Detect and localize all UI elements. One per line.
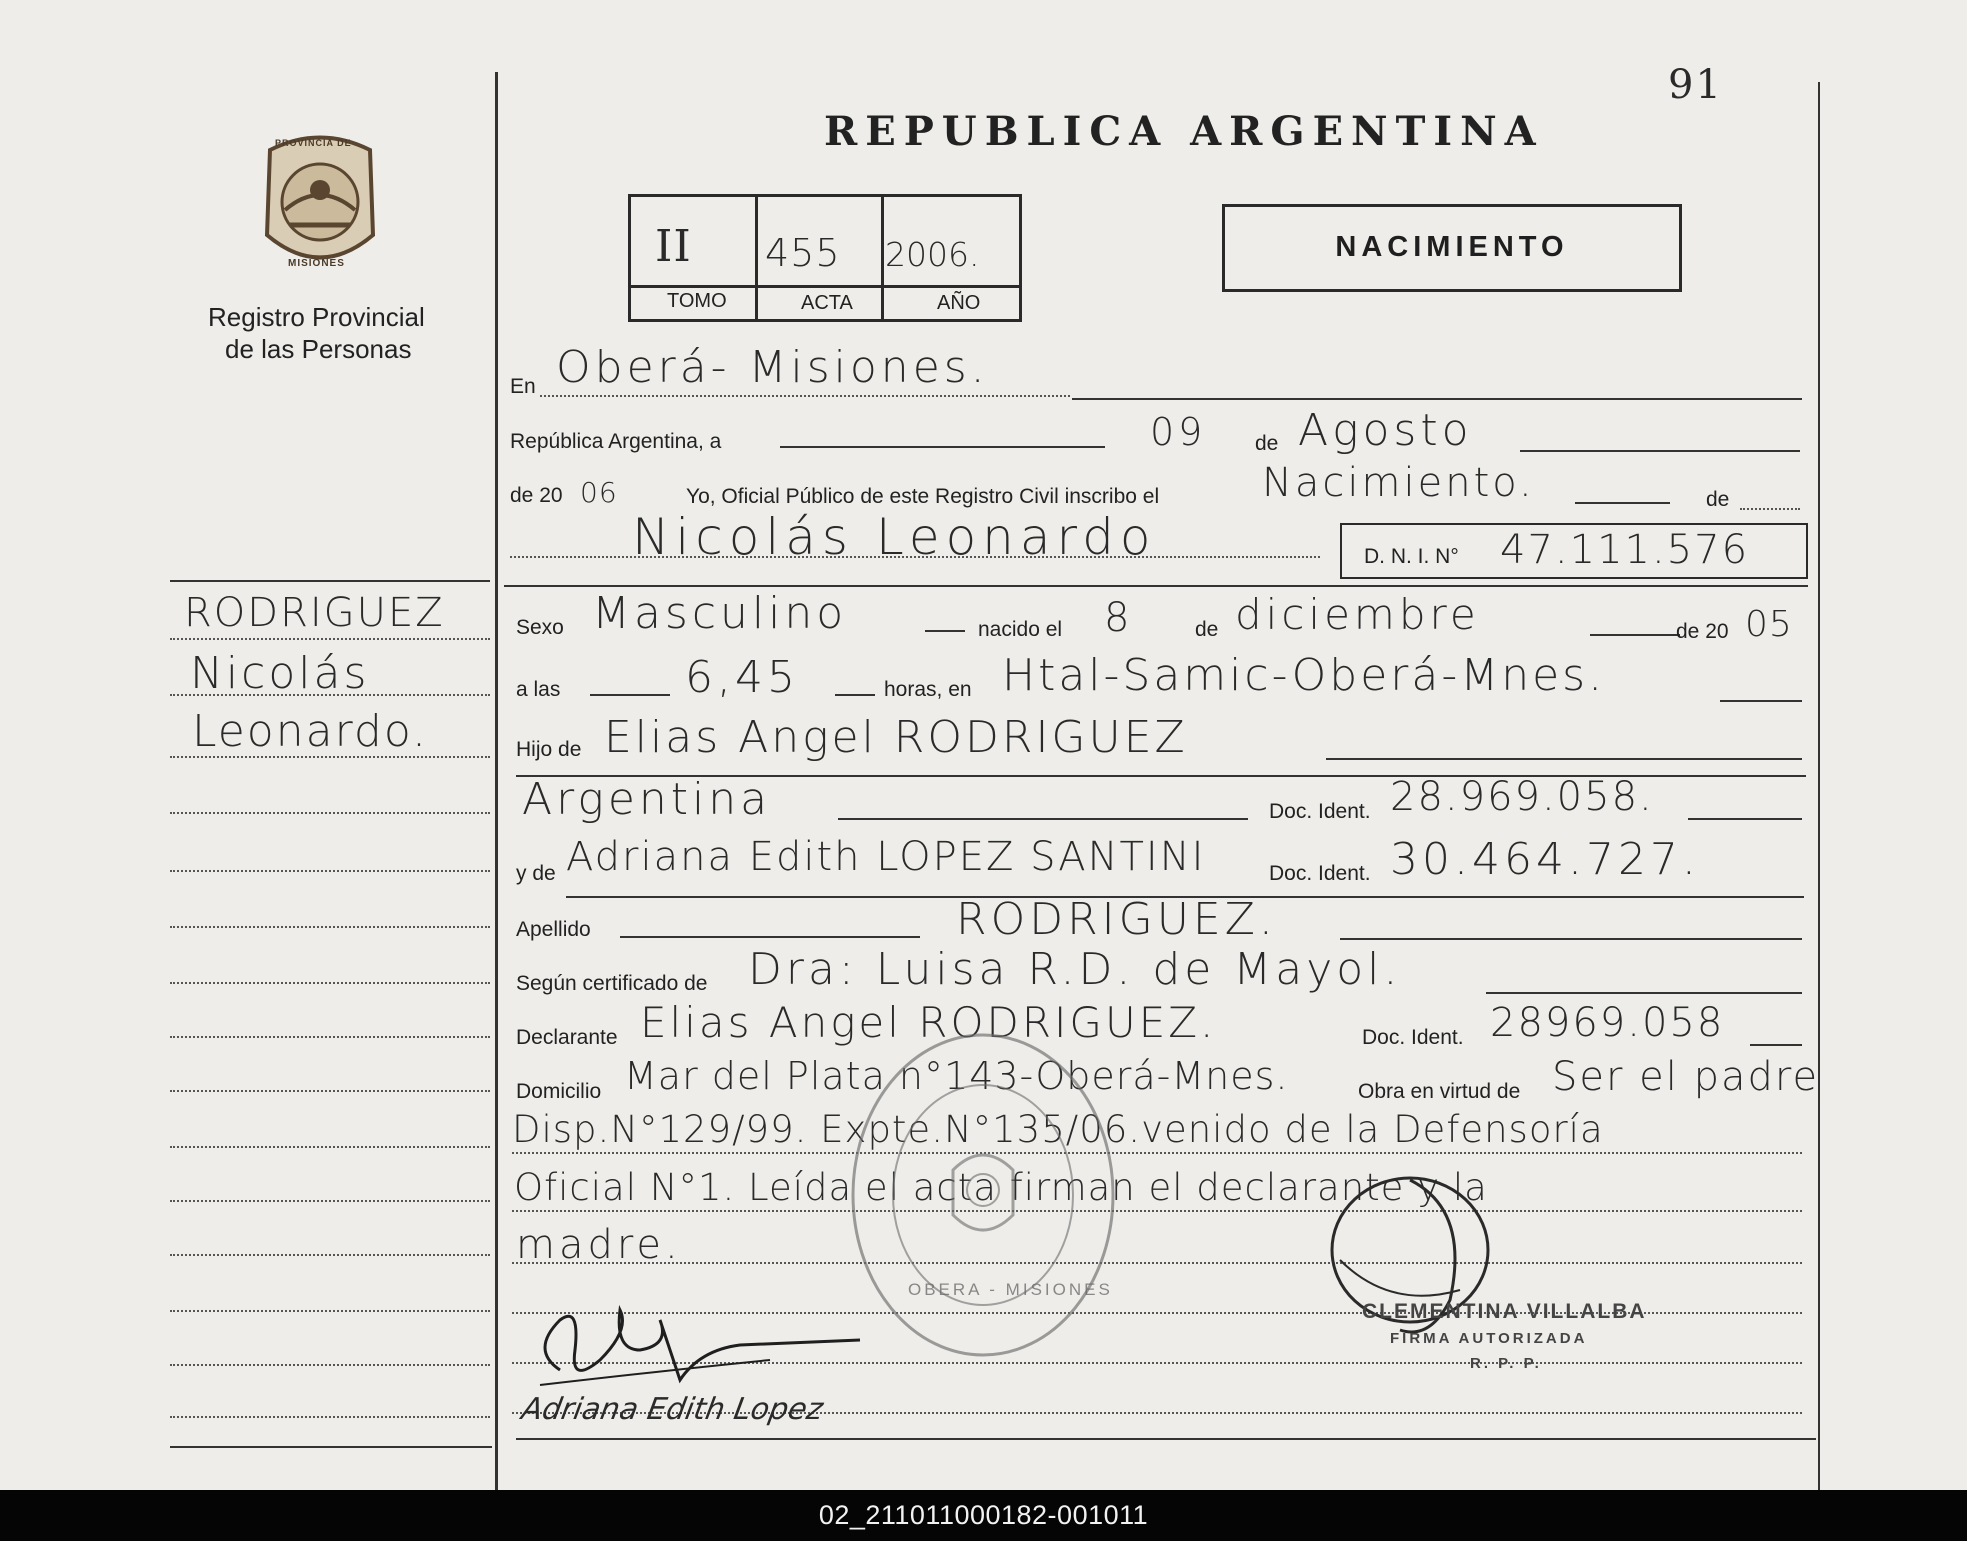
declarant-value: Elias Angel RODRIGUEZ.: [640, 998, 1217, 1047]
nacido-label: nacido el: [978, 618, 1063, 641]
hour-line-post: [835, 694, 875, 696]
margin-rule-5: [170, 870, 490, 872]
declarant-signature: [520, 1290, 880, 1400]
acta-label: ACTA: [801, 292, 853, 314]
child-names-value: Nicolás Leonardo: [632, 508, 1157, 566]
margin-rule-11: [170, 1200, 490, 1202]
margin-rule-6: [170, 926, 490, 928]
doc-label-3: Doc. Ident.: [1362, 1026, 1464, 1049]
margin-rule-4: [170, 812, 490, 814]
left-column-divider: [495, 72, 498, 1490]
note-rule-1: [512, 1152, 1802, 1154]
birth-place-line: [1720, 700, 1802, 702]
alas-label: a las: [516, 678, 561, 701]
margin-rule-13: [170, 1310, 490, 1312]
de-label: de: [1255, 432, 1279, 455]
birth-month-line: [1590, 634, 1680, 636]
page-number: 91: [1668, 62, 1723, 108]
apellido-label: Apellido: [516, 918, 591, 941]
month-value: Agosto: [1298, 405, 1473, 456]
seal-top-text: PROVINCIA DE: [275, 138, 352, 148]
obra-value: Ser el padre: [1552, 1054, 1820, 1100]
declarant-line: [1750, 1044, 1802, 1046]
father-doc-value: 28.969.058.: [1390, 774, 1654, 820]
anio-value: 2006.: [885, 235, 980, 274]
father-nationality-value: Argentina: [522, 774, 772, 825]
official-stamp-name: CLEMENTINA VILLALBA: [1362, 1300, 1647, 1323]
father-doc-line: [1688, 818, 1802, 820]
horas-label: horas, en: [884, 678, 972, 701]
margin-rule-8: [170, 1036, 490, 1038]
margin-surname: RODRIGUEZ: [184, 590, 445, 636]
margin-rule-10: [170, 1146, 490, 1148]
official-stamp-role: FIRMA AUTORIZADA: [1390, 1330, 1588, 1347]
registry-title-line1: Registro Provincial: [208, 302, 425, 332]
father-line: [1326, 758, 1802, 760]
names-line: [510, 556, 1320, 558]
official-stamp-org: R. P. P.: [1470, 1355, 1542, 1372]
dni-label: D. N. I. N°: [1364, 545, 1459, 568]
place-line-tail: [1072, 398, 1802, 400]
de2005-label: de 20: [1676, 620, 1729, 643]
doc-label: Doc. Ident.: [1269, 800, 1371, 823]
note-line-2: Oficial N°1. Leída el acta firman el declarante y la: [514, 1166, 1488, 1209]
section-divider: [504, 585, 1808, 587]
margin-rule-15: [170, 1416, 490, 1418]
sexo-value: Masculino: [592, 588, 848, 639]
bottom-rule: [516, 1438, 1816, 1440]
registry-title-line2: de las Personas: [225, 334, 412, 364]
hour-line-pre: [590, 694, 670, 696]
margin-second-name: Leonardo.: [192, 706, 428, 757]
birth-place-value: Htal-Samic-Oberá-Mnes.: [1002, 650, 1606, 701]
oficial-label: Yo, Oficial Público de este Registro Civil inscribo el: [686, 485, 1160, 508]
stamp-inner-text: OBERA - MISIONES: [908, 1280, 1113, 1299]
tomo-label: TOMO: [667, 290, 727, 312]
address-value: Mar del Plata n°143-Oberá-Mnes.: [624, 1054, 1289, 1098]
place-line: [540, 395, 1070, 397]
anio-label: AÑO: [937, 292, 981, 314]
month-line: [1520, 450, 1800, 452]
margin-top-rule: [170, 580, 490, 582]
country-title: REPUBLICA ARGENTINA: [824, 108, 1544, 155]
acta-value: 455: [765, 231, 841, 275]
mother-value: Adriana Edith LOPEZ SANTINI: [566, 834, 1206, 880]
margin-rule-7: [170, 982, 490, 984]
hour-value: 6,45: [685, 652, 799, 703]
mother-signature: Adriana Edith Lopez: [518, 1392, 826, 1427]
right-margin-line: [1818, 82, 1820, 1490]
republica-label: República Argentina, a: [510, 430, 722, 453]
de20-label: de 20: [510, 484, 563, 507]
birth-year-value: 05: [1745, 604, 1793, 645]
registry-stamp: [848, 1030, 1118, 1360]
apellido-line-post: [1340, 938, 1802, 940]
sexo-label: Sexo: [516, 616, 564, 639]
doc-label-2: Doc. Ident.: [1269, 862, 1371, 885]
de-label-2: de: [1706, 488, 1730, 511]
father-value: Elias Angel RODRIGUEZ: [604, 712, 1188, 763]
mother-doc-value: 30.464.727.: [1390, 834, 1700, 885]
hijo-label: Hijo de: [516, 738, 582, 761]
certifier-value: Dra: Luisa R.D. de Mayol.: [748, 944, 1402, 995]
birth-day-value: 8: [1104, 595, 1134, 641]
act-number-box: [628, 194, 1022, 322]
record-type-line: [1575, 502, 1670, 504]
obra-label: Obra en virtud de: [1358, 1080, 1521, 1103]
dni-box: [1340, 523, 1808, 579]
note-line-3: madre.: [516, 1222, 682, 1268]
margin-rule-1: [170, 638, 490, 640]
domicilio-label: Domicilio: [516, 1080, 602, 1103]
act-type-label: NACIMIENTO: [1335, 231, 1569, 263]
nationality-line: [838, 818, 1248, 820]
margin-rule-3: [170, 756, 490, 758]
declarante-label: Declarante: [516, 1026, 618, 1049]
dni-value: 47.111.576: [1500, 527, 1750, 573]
yde-label: y de: [516, 862, 556, 885]
margin-rule-9: [170, 1090, 490, 1092]
margin-first-name: Nicolás: [190, 648, 370, 699]
margin-rule-12: [170, 1254, 490, 1256]
act-type-box: [1222, 204, 1682, 292]
en-label: En: [510, 375, 536, 398]
day-value: 09: [1150, 410, 1207, 454]
row3-tail: [1740, 508, 1800, 510]
record-type-value: Nacimiento.: [1262, 460, 1535, 506]
note-rule-2: [512, 1210, 1802, 1212]
margin-rule-2: [170, 694, 490, 696]
note-line-1: Disp.N°129/99. Expte.N°135/06.venido de la Defensoría: [512, 1108, 1604, 1151]
apellido-line-pre: [620, 936, 920, 938]
margin-bottom-rule: [170, 1446, 492, 1448]
tomo-value: II: [655, 221, 692, 272]
surname-value: RODRIGUEZ.: [956, 894, 1277, 945]
margin-rule-14: [170, 1364, 490, 1366]
declarant-doc-value: 28969.058: [1490, 1000, 1725, 1046]
date-line: [780, 446, 1105, 448]
place-value: Oberá- Misiones.: [556, 342, 989, 393]
sexo-line: [925, 630, 965, 632]
year-value: 06: [580, 476, 618, 509]
segun-label: Según certificado de: [516, 972, 708, 995]
de-label-3: de: [1195, 618, 1219, 641]
note-rule-3: [512, 1262, 1802, 1264]
seal-bottom-text: MISIONES: [288, 258, 345, 269]
birth-month-value: diciembre: [1235, 590, 1480, 639]
footer-code: 02_211011000182-001011: [0, 1490, 1967, 1541]
certifier-line: [1486, 992, 1802, 994]
